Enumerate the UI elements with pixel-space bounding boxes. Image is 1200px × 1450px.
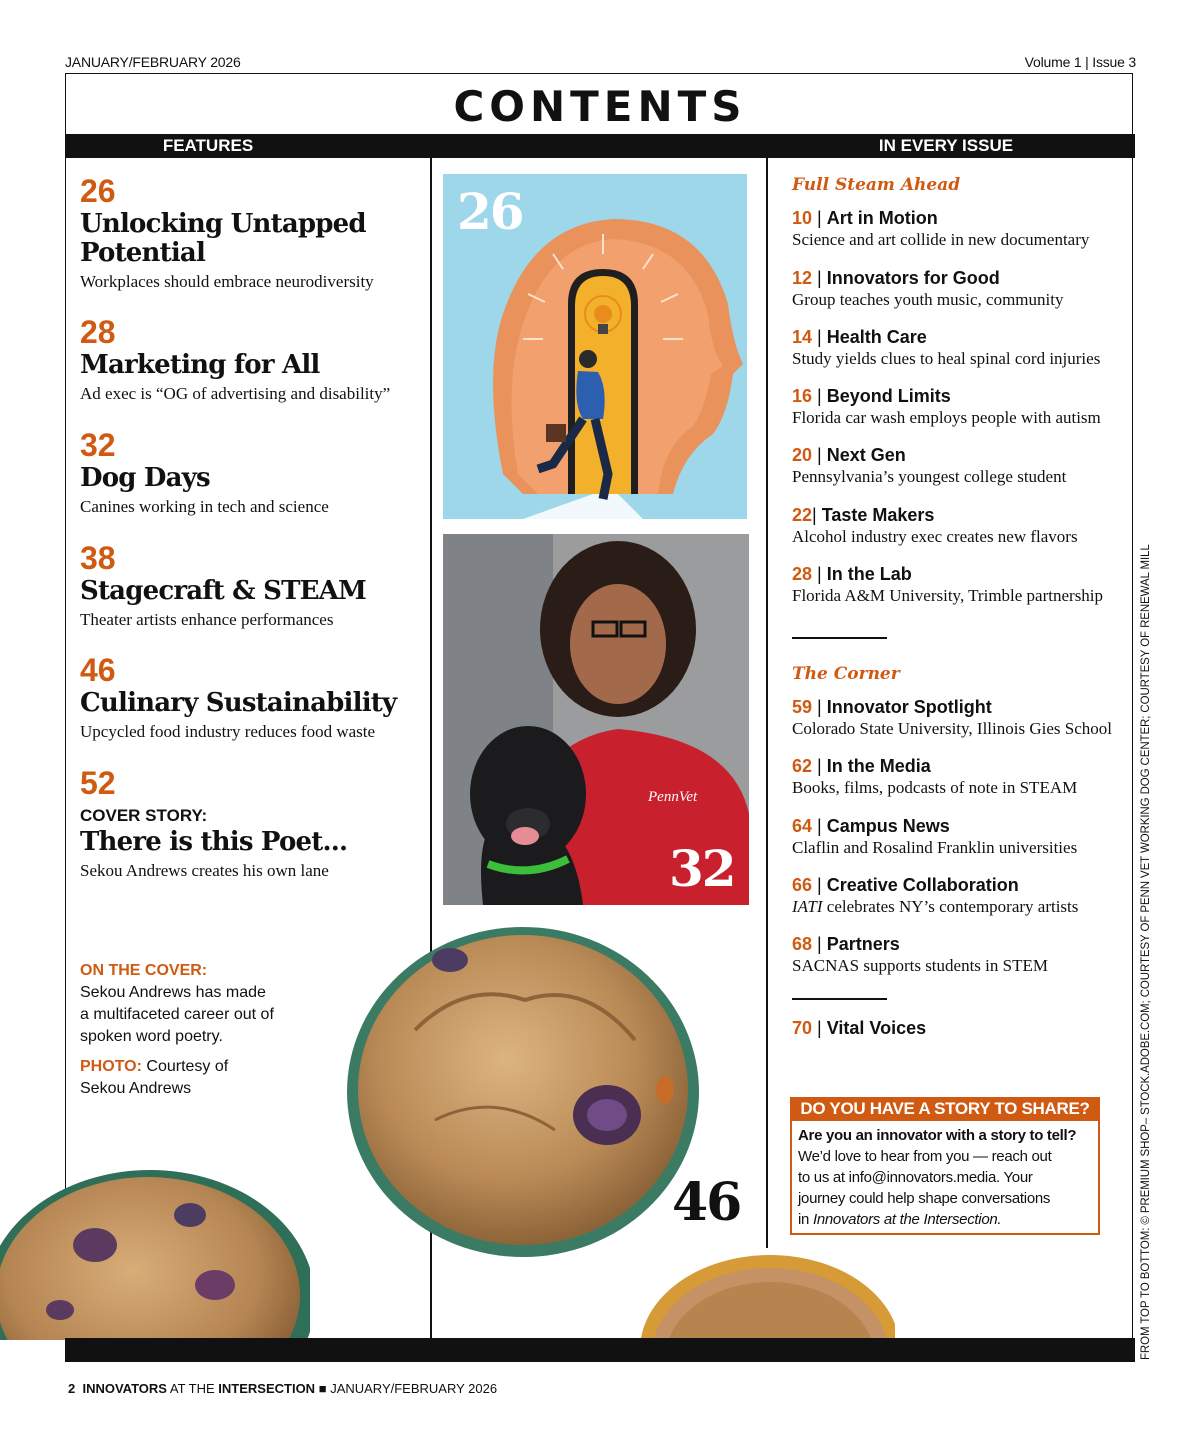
feature-title: Dog Days <box>80 463 210 493</box>
department-page-number: 66 <box>792 875 813 895</box>
feature-title: Culinary Sustainability <box>80 688 397 718</box>
muffin-page-number: 46 <box>672 1172 741 1233</box>
photo-credits-vertical: FROM TOP TO BOTTOM: © PREMIUM SHOP– STOCK.ADOBE.COM; COURTESY OF PENN VET WORKING DOG CENTER; COURTESY OF RENEWAL MILL <box>1140 544 1152 1360</box>
department-page-number: 10 <box>792 208 813 228</box>
brand-intersection: INTERSECTION <box>218 1381 316 1396</box>
feature-item[interactable] <box>80 315 425 405</box>
brand-at-the: AT THE <box>166 1381 219 1396</box>
department-title: Creative Collaboration <box>826 875 1019 895</box>
footer-square-icon: ■ <box>318 1381 327 1396</box>
department-title: Innovator Spotlight <box>826 697 992 717</box>
department-description: Florida A&M University, Trimble partnership <box>792 586 1104 605</box>
department-description: Florida car wash employs people with autism <box>792 408 1101 427</box>
department-page-number: 70 <box>792 1018 813 1038</box>
story-callout-text: journey could help shape conversations <box>798 1190 1051 1207</box>
feature-description: Sekou Andrews creates his own lane <box>80 861 329 880</box>
department-title: Partners <box>826 934 900 954</box>
features-label: FEATURES <box>162 136 254 155</box>
department-title: Taste Makers <box>821 505 935 525</box>
department-item[interactable]: 70 | Vital Voices <box>792 1018 927 1038</box>
department-page-number: 16 <box>792 386 813 406</box>
on-the-cover-text: a multifaceted career out of <box>80 1006 274 1023</box>
muffin-image-bottom <box>640 1250 895 1338</box>
department-description: Pennsylvania’s youngest college student <box>792 467 1067 486</box>
feature-item[interactable] <box>80 428 425 518</box>
section-heading-corner: The Corner <box>792 664 900 684</box>
department-title: Art in Motion <box>826 208 938 228</box>
department-page-number: 12 <box>792 268 813 288</box>
feature-title: There is this Poet... <box>80 827 348 857</box>
department-title: Vital Voices <box>826 1018 927 1038</box>
department-title: Campus News <box>826 816 950 836</box>
feature-page-number: 26 <box>80 173 116 209</box>
footer-bar <box>65 1338 1135 1362</box>
department-page-number: 62 <box>792 756 813 776</box>
photo-credit-text: Sekou Andrews <box>80 1080 192 1097</box>
department-item[interactable]: 10 | Art in Motion Science and art collide in new documentary <box>792 207 1122 251</box>
feature-title: Unlocking Untapped <box>80 209 366 239</box>
feature-description: Ad exec is “OG of advertising and disability” <box>80 384 391 403</box>
department-description: Colorado State University, Illinois Gies School <box>792 719 1112 738</box>
department-item[interactable]: 28 | In the Lab Florida A&M University, Trimble partnership <box>792 563 1122 607</box>
on-the-cover-note <box>80 960 340 1100</box>
issue-date: JANUARY/FEBRUARY 2026 <box>65 54 241 70</box>
department-page-number: 28 <box>792 564 813 584</box>
on-the-cover-label: ON THE COVER: <box>80 962 208 979</box>
department-item[interactable]: 20 | Next Gen Pennsylvania’s youngest college student <box>792 444 1122 488</box>
department-item[interactable]: 68 | Partners SACNAS supports students in STEM <box>792 933 1122 977</box>
section-rule <box>792 998 887 1000</box>
feature-page-number: 38 <box>80 540 116 576</box>
story-callout-heading: DO YOU HAVE A STORY TO SHARE? <box>790 1097 1100 1121</box>
department-title: In the Lab <box>826 564 912 584</box>
section-heading-full-steam: Full Steam Ahead <box>792 175 961 195</box>
department-title: Health Care <box>826 327 927 347</box>
feature-page-number: 28 <box>80 314 116 350</box>
muffin-image-center <box>345 920 700 1265</box>
story-callout-text: We’d love to hear from you — reach out <box>798 1148 1052 1165</box>
every-issue-label: IN EVERY ISSUE <box>878 136 1014 155</box>
department-item[interactable]: 66 | Creative Collaboration IATI celebrates NY’s contemporary artists <box>792 875 1079 916</box>
department-description-italic: IATI <box>792 897 823 916</box>
department-page-number: 64 <box>792 816 813 836</box>
department-item[interactable]: 64 | Campus News Claflin and Rosalind Franklin universities <box>792 815 1122 859</box>
department-description: Books, films, podcasts of note in STEAM <box>792 778 1078 797</box>
shirt-logo: PennVet <box>648 789 698 805</box>
feature-description: Theater artists enhance performances <box>80 610 334 629</box>
story-callout-text: in <box>798 1211 813 1228</box>
department-item[interactable]: 22| Taste Makers Alcohol industry exec creates new flavors <box>792 504 1122 548</box>
department-item[interactable]: 14 | Health Care Study yields clues to heal spinal cord injuries <box>792 326 1122 370</box>
department-description: celebrates NY’s contemporary artists <box>822 897 1079 916</box>
feature-item[interactable] <box>80 541 425 631</box>
feature-title: Stagecraft & STEAM <box>80 576 366 606</box>
volume-issue: Volume 1 | Issue 3 <box>1024 54 1136 70</box>
feature-title: Potential <box>80 238 206 268</box>
department-description: Alcohol industry exec creates new flavors <box>792 527 1078 546</box>
photo-credit-text: Courtesy of <box>146 1058 229 1075</box>
department-title: Innovators for Good <box>826 268 1000 288</box>
story-callout-magazine-name: Innovators at the Intersection. <box>812 1211 1002 1228</box>
feature-page-number: 46 <box>80 652 116 688</box>
story-callout-text: Are you an innovator with a story to tell? <box>798 1127 1077 1144</box>
feature-item[interactable] <box>80 653 425 743</box>
department-item[interactable]: 12 | Innovators for Good Group teaches youth music, community <box>792 267 1122 311</box>
story-callout-body <box>798 1125 1094 1230</box>
feature-title: Marketing for All <box>80 350 320 380</box>
section-rule <box>792 637 887 639</box>
department-page-number: 68 <box>792 934 813 954</box>
on-the-cover-text: Sekou Andrews has made <box>80 984 266 1001</box>
department-description: Claflin and Rosalind Franklin universities <box>792 838 1078 857</box>
department-page-number: 59 <box>792 697 813 717</box>
muffin-image-left <box>0 1160 310 1340</box>
page-number: 2 <box>68 1381 76 1396</box>
photo-credit-label: PHOTO: <box>80 1058 142 1075</box>
department-item[interactable]: 62 | In the Media Books, films, podcasts of note in STEAM <box>792 755 1122 799</box>
department-title: Next Gen <box>826 445 906 465</box>
photo-page-number: 32 <box>669 839 735 898</box>
feature-item[interactable] <box>80 174 425 293</box>
department-description: Group teaches youth music, community <box>792 290 1064 309</box>
illustration-page-number: 26 <box>457 182 523 241</box>
feature-description: Workplaces should embrace neurodiversity <box>80 272 374 291</box>
department-title: Beyond Limits <box>826 386 951 406</box>
feature-item[interactable] <box>80 766 425 882</box>
story-callout-text: to us at info@innovators.media. Your <box>798 1169 1033 1186</box>
column-divider <box>766 158 768 1248</box>
on-the-cover-text: spoken word poetry. <box>80 1028 223 1045</box>
page-footer <box>68 1381 497 1396</box>
department-description: Study yields clues to heal spinal cord injuries <box>792 349 1101 368</box>
illustration-image <box>443 174 747 519</box>
department-title: In the Media <box>826 756 931 776</box>
feature-page-number: 32 <box>80 427 116 463</box>
dog-photo <box>443 534 749 905</box>
department-description: SACNAS supports students in STEM <box>792 956 1048 975</box>
feature-page-number: 52 <box>80 765 116 801</box>
department-item[interactable]: 59 | Innovator Spotlight Colorado State University, Illinois Gies School <box>792 696 1122 740</box>
feature-description: Upcycled food industry reduces food waste <box>80 722 376 741</box>
department-description: Science and art collide in new documentary <box>792 230 1090 249</box>
feature-description: Canines working in tech and science <box>80 497 329 516</box>
footer-date: JANUARY/FEBRUARY 2026 <box>330 1381 498 1396</box>
department-item[interactable]: 16 | Beyond Limits Florida car wash employs people with autism <box>792 385 1122 429</box>
department-page-number: 20 <box>792 445 813 465</box>
department-page-number: 22 <box>792 505 813 525</box>
department-page-number: 14 <box>792 327 813 347</box>
page-title: CONTENTS <box>453 82 747 131</box>
cover-story-kicker: COVER STORY: <box>80 806 208 825</box>
brand-innovators: INNOVATORS <box>82 1381 167 1396</box>
